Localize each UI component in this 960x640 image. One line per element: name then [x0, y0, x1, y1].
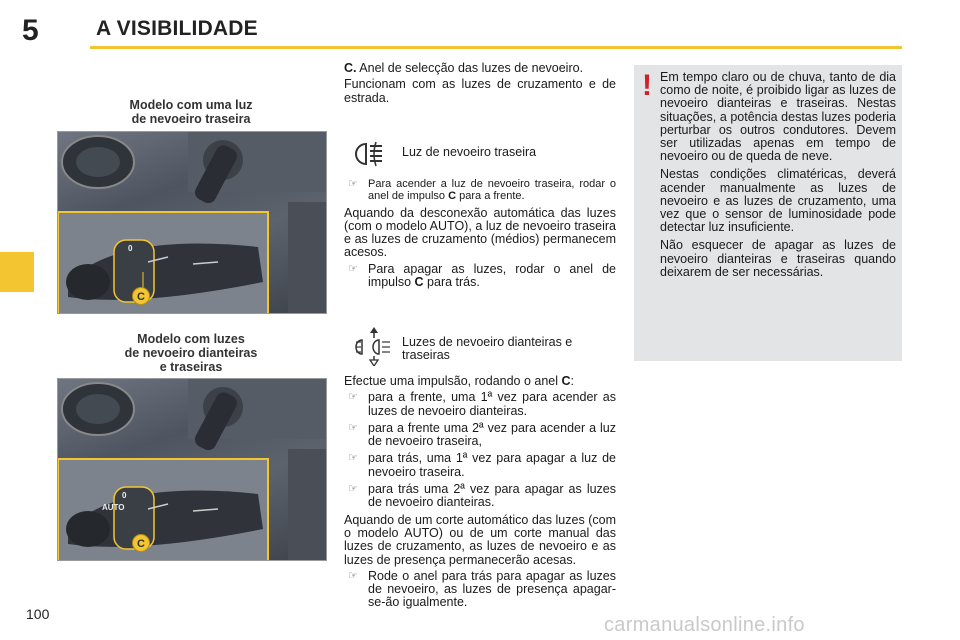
chapter-title: A VISIBILIDADE [96, 17, 258, 40]
bullet-hand-icon: ☞ [348, 391, 358, 404]
list-item: ☞ Para acender a luz de nevoeiro traseira, rodar o anel de impulso C para a frente. [348, 178, 616, 203]
ring-c-badge: C [132, 287, 150, 305]
warning-paragraph: Em tempo claro ou de chuva, tanto de dia como de noite, é proibido ligar as luzes de nevoeiro dianteiras e traseiras. Nestas situações, a potência destas luzes poderia perturbar os outros condutores. Devem ser utilizadas apenas em tempo de nevoeiro ou de queda de neve. [660, 70, 896, 164]
caption-line: de nevoeiro dianteiras [124, 346, 258, 360]
warning-paragraph: Nestas condições climatéricas, deverá acender manualmente as luzes de nevoeiro e as luzes de cruzamento, uma vez que o sensor de luminosidade pode detectar luz insuficiente. [660, 167, 896, 235]
impulse-intro: Efectue uma impulsão, rodando o anel C: [344, 374, 575, 388]
warning-paragraph: Não esquecer de apagar as luzes de nevoeiro dianteiras e traseiras quando deixarem de ser necessárias. [660, 238, 896, 279]
front-rear-instructions [344, 375, 616, 614]
front-rear-fog-light-icon [354, 326, 394, 369]
stalk-photo-rear [57, 131, 327, 314]
caption-line: Modelo com uma luz [129, 98, 253, 112]
bullet-hand-icon: ☞ [348, 262, 358, 275]
bullet-hand-icon: ☞ [348, 569, 358, 582]
bullet-hand-icon: ☞ [348, 483, 358, 496]
page-number: 100 [26, 606, 50, 622]
caption-model-front-rear [96, 332, 286, 374]
auto-paragraph: Aquando da desconexão automática das luzes (com o modelo AUTO), a luz de nevoeiro traseira e as luzes de cruzamento (médios) permanecem acesos. [344, 205, 616, 260]
rear-fog-label: Luz de nevoeiro traseira [402, 145, 537, 159]
header-rule [90, 46, 902, 49]
list-item: ☞ Rode o anel para trás para apagar as luzes de nevoeiro, as luzes de presença apagar-se-ão igualmente. [348, 568, 616, 610]
chapter-side-tab [0, 252, 34, 292]
stalk-label-auto: AUTO [102, 503, 125, 512]
caption-model-rear [96, 98, 286, 126]
bullet-hand-icon: ☞ [348, 452, 358, 465]
stalk-illustration [58, 379, 327, 561]
rear-fog-light-icon [354, 140, 388, 171]
list-item: ☞ para trás uma 2ª vez para apagar as luzes de nevoeiro dianteiras. [348, 482, 616, 510]
list-item: ☞ para a frente uma 2ª vez para acender a luz de nevoeiro traseira, [348, 420, 616, 449]
warning-text [660, 71, 896, 284]
intro-paragraph: Funcionam com as luzes de cruzamento e de estrada. [344, 77, 616, 105]
bullet-hand-icon: ☞ [348, 421, 358, 434]
stalk-illustration [58, 132, 327, 314]
stalk-label-zero: 0 [128, 244, 133, 253]
list-item: ☞ para trás, uma 1ª vez para apagar a luz de nevoeiro traseira. [348, 451, 616, 479]
chapter-number: 5 [22, 14, 39, 47]
front-rear-fog-row [344, 326, 616, 366]
cut-paragraph: Aquando de um corte automático das luzes (com o modelo AUTO) ou de um corte manual das luzes de cruzamento, as luzes de nevoeiro e as luzes de presença permanecerão acesas. [344, 512, 616, 567]
warning-exclamation-icon: ! [642, 69, 652, 102]
bullet-hand-icon: ☞ [348, 178, 358, 190]
ring-c-badge: C [132, 534, 150, 552]
rear-fog-row [344, 140, 616, 170]
watermark: carmanualsonline.info [604, 614, 805, 636]
caption-line: e traseiras [159, 360, 223, 374]
intro-text: Anel de selecção das luzes de nevoeiro. [359, 61, 584, 75]
front-rear-fog-label: Luzes de nevoeiro dianteiras e traseiras [402, 335, 573, 362]
intro-letter: C. [344, 61, 357, 75]
list-item: ☞ Para apagar as luzes, rodar o anel de impulso C para trás. [348, 261, 616, 290]
intro-ring-definition [344, 62, 616, 75]
stalk-photo-front-rear [57, 378, 327, 561]
warning-box [634, 65, 902, 361]
rear-fog-instructions [344, 178, 616, 293]
intro-block [344, 62, 616, 108]
stalk-label-zero: 0 [122, 491, 127, 500]
list-item: ☞ para a frente, uma 1ª vez para acender as luzes de nevoeiro dianteiras. [348, 390, 616, 418]
caption-line: Modelo com luzes [137, 332, 245, 346]
caption-line: de nevoeiro traseira [131, 112, 251, 126]
